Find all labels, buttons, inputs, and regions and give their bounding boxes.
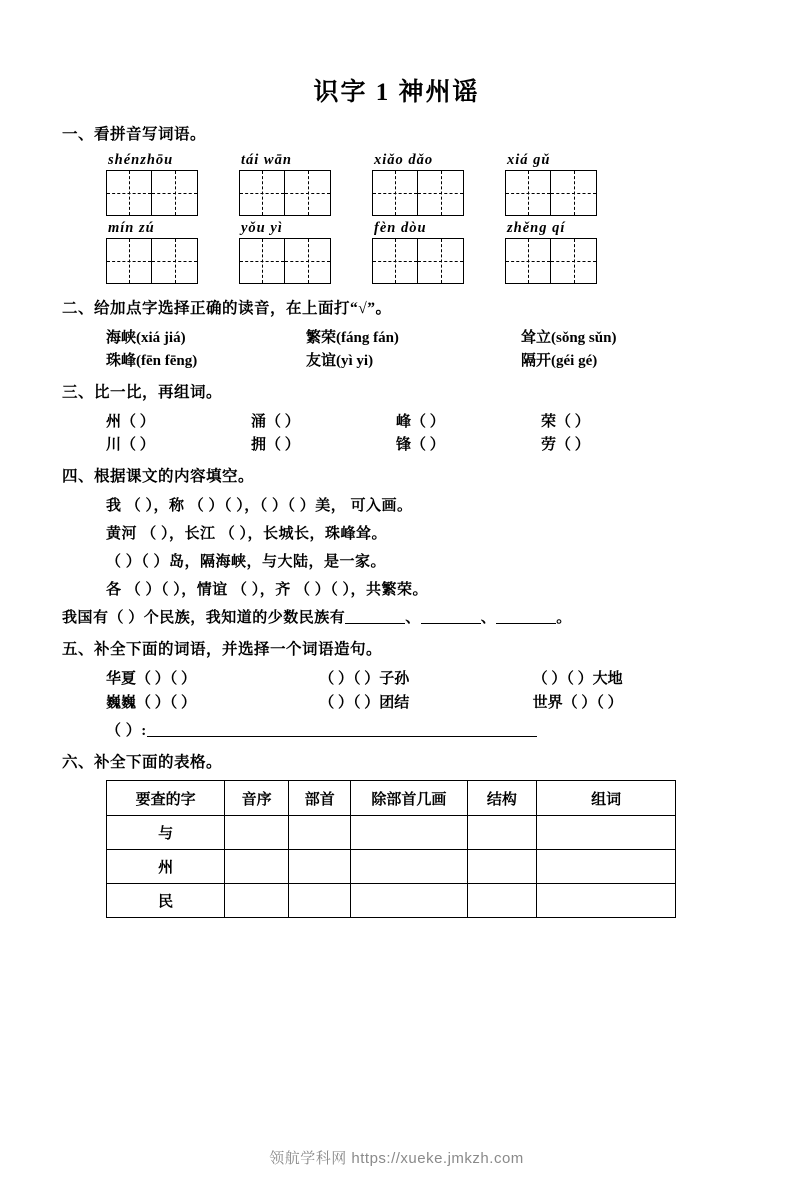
tianzige-grid[interactable] — [106, 238, 198, 284]
tianzige-cell[interactable] — [107, 171, 152, 215]
table-cell-input[interactable] — [225, 816, 289, 850]
idiom-fill-item[interactable]: 世界（ ）（ ） — [532, 695, 623, 711]
tianzige-cell[interactable] — [551, 239, 596, 283]
nationalities-prefix: 我国有（ ）个民族，我知道的少数民族有 — [62, 610, 346, 626]
section-5-row-1 — [106, 667, 731, 688]
section-3-row-1 — [106, 410, 731, 431]
tianzige-grid[interactable] — [239, 170, 331, 216]
table-header-cell: 组词 — [537, 781, 676, 816]
pinyin-block-row1 — [62, 152, 731, 218]
tianzige-cell[interactable] — [285, 239, 330, 283]
dictionary-lookup-table — [106, 780, 676, 918]
pinyin-cell — [106, 220, 239, 286]
table-cell-input[interactable] — [225, 850, 289, 884]
pinyin-cell — [239, 220, 372, 286]
table-header-cell: 要查的字 — [107, 781, 225, 816]
table-row — [107, 884, 676, 918]
tianzige-cell[interactable] — [152, 239, 197, 283]
pinyin-block-row2 — [62, 220, 731, 286]
pinyin-text: xiǎo dǎo — [374, 152, 434, 168]
word-build-item[interactable]: 涌（ ） — [251, 414, 300, 430]
section-4-heading: 四、根据课文的内容填空。 — [62, 468, 255, 485]
table-cell-input[interactable] — [351, 816, 467, 850]
tianzige-grid[interactable] — [505, 170, 597, 216]
word-build-item[interactable]: 川（ ） — [106, 437, 155, 453]
pinyin-text: yǒu yì — [241, 220, 283, 236]
idiom-fill-item[interactable]: （ ）（ ）大地 — [532, 671, 623, 687]
fill-blank-line[interactable]: 我 （ ），称 （ ）（ ），（ ）（ ）美， 可入画。 — [106, 498, 413, 514]
table-cell-input[interactable] — [351, 850, 467, 884]
tianzige-cell[interactable] — [107, 239, 152, 283]
table-header-cell: 部首 — [289, 781, 351, 816]
section-3-heading: 三、比一比，再组词。 — [62, 384, 223, 401]
tianzige-grid[interactable] — [239, 238, 331, 284]
pinyin-cell — [106, 152, 239, 218]
table-header-cell: 音序 — [225, 781, 289, 816]
tianzige-cell[interactable] — [152, 171, 197, 215]
idiom-fill-item[interactable]: 巍巍（ ）（ ） — [106, 695, 197, 711]
table-cell-character: 州 — [107, 850, 225, 884]
table-cell-input[interactable] — [225, 884, 289, 918]
pinyin-cell — [372, 220, 505, 286]
pinyin-text: zhěng qí — [507, 220, 566, 236]
table-cell-input[interactable] — [289, 816, 351, 850]
table-row — [107, 850, 676, 884]
footer-watermark: 领航学科网 https://xueke.jmkzh.com — [269, 1150, 524, 1167]
tianzige-cell[interactable] — [418, 239, 463, 283]
worksheet-page — [0, 72, 793, 1194]
table-cell-input[interactable] — [351, 884, 467, 918]
table-cell-input[interactable] — [289, 884, 351, 918]
pronunciation-choice-item[interactable]: 耸立(sǒng sǔn) — [521, 330, 617, 346]
tianzige-grid[interactable] — [505, 238, 597, 284]
table-cell-input[interactable] — [537, 816, 676, 850]
nationalities-end: 。 — [556, 610, 572, 626]
word-build-item[interactable]: 峰（ ） — [396, 414, 445, 430]
pinyin-text: tái wān — [241, 152, 292, 168]
table-cell-character: 民 — [107, 884, 225, 918]
pronunciation-choice-item[interactable]: 海峡(xiá jiá) — [106, 330, 186, 346]
idiom-fill-item[interactable]: （ ）（ ）团结 — [319, 695, 410, 711]
pinyin-cell — [505, 152, 638, 218]
section-5-heading: 五、补全下面的词语，并选择一个词语造句。 — [62, 641, 383, 658]
tianzige-grid[interactable] — [372, 238, 464, 284]
blank-underline[interactable] — [345, 609, 405, 624]
word-build-item[interactable]: 拥（ ） — [251, 437, 300, 453]
table-cell-input[interactable] — [467, 884, 537, 918]
sentence-blank-underline[interactable] — [147, 722, 537, 737]
tianzige-cell[interactable] — [240, 171, 285, 215]
pronunciation-choice-item[interactable]: 繁荣(fáng fán) — [306, 330, 399, 346]
idiom-fill-item[interactable]: （ ）（ ）子孙 — [319, 671, 410, 687]
blank-underline[interactable] — [421, 609, 481, 624]
fill-blank-line[interactable]: （ ）（ ）岛，隔海峡，与大陆，是一家。 — [106, 554, 387, 570]
separator: 、 — [480, 610, 497, 626]
tianzige-cell[interactable] — [551, 171, 596, 215]
table-header-cell: 结构 — [467, 781, 537, 816]
tianzige-grid[interactable] — [372, 170, 464, 216]
tianzige-cell[interactable] — [506, 239, 551, 283]
table-cell-input[interactable] — [467, 850, 537, 884]
fill-blank-line[interactable]: 黄河 （ ），长江 （ ），长城长，珠峰耸。 — [106, 526, 388, 542]
pinyin-text: shénzhōu — [108, 152, 174, 168]
word-build-item[interactable]: 劳（ ） — [541, 437, 590, 453]
word-build-item[interactable]: 锋（ ） — [396, 437, 445, 453]
table-cell-input[interactable] — [289, 850, 351, 884]
word-build-item[interactable]: 州（ ） — [106, 414, 155, 430]
idiom-fill-item[interactable]: 华夏（ ）（ ） — [106, 671, 197, 687]
section-2-row-1 — [106, 326, 731, 347]
tianzige-cell[interactable] — [373, 171, 418, 215]
table-cell-input[interactable] — [467, 816, 537, 850]
pinyin-cell — [505, 220, 638, 286]
section-3-row-2 — [106, 433, 731, 454]
table-header-row — [107, 781, 676, 816]
section-6-heading: 六、补全下面的表格。 — [62, 754, 223, 771]
tianzige-cell[interactable] — [418, 171, 463, 215]
pinyin-cell — [372, 152, 505, 218]
table-cell-input[interactable] — [537, 884, 676, 918]
pronunciation-choice-item[interactable]: 珠峰(fēn fēng) — [106, 353, 198, 369]
tianzige-cell[interactable] — [240, 239, 285, 283]
section-2-row-2 — [106, 349, 731, 370]
section-1-heading: 一、看拼音写词语。 — [62, 126, 207, 143]
fill-blank-line-nationalities[interactable] — [62, 606, 731, 627]
pronunciation-choice-item[interactable]: 隔开(géi gé) — [521, 353, 598, 369]
pronunciation-choice-item[interactable]: 友谊(yì yi) — [306, 353, 374, 369]
blank-underline[interactable] — [496, 609, 556, 624]
pinyin-text: xiá gǔ — [507, 152, 551, 168]
word-build-item[interactable]: 荣（ ） — [541, 414, 590, 430]
tianzige-cell[interactable] — [373, 239, 418, 283]
table-cell-character: 与 — [107, 816, 225, 850]
tianzige-cell[interactable] — [285, 171, 330, 215]
section-2-heading: 二、给加点字选择正确的读音，在上面打“√”。 — [62, 300, 392, 317]
sentence-prefix: （ ）: — [106, 723, 147, 739]
sentence-making-line[interactable] — [106, 719, 731, 740]
section-5-row-2 — [106, 691, 731, 712]
table-row — [107, 816, 676, 850]
table-cell-input[interactable] — [537, 850, 676, 884]
table-header-cell: 除部首几画 — [351, 781, 467, 816]
separator: 、 — [405, 610, 421, 626]
pinyin-text: fèn dòu — [374, 220, 427, 236]
tianzige-grid[interactable] — [106, 170, 198, 216]
pinyin-text: mín zú — [108, 220, 155, 236]
fill-blank-line[interactable]: 各 （ ）（ ），情谊 （ ），齐 （ ）（ ），共繁荣。 — [106, 582, 429, 598]
pinyin-cell — [239, 152, 372, 218]
tianzige-cell[interactable] — [506, 171, 551, 215]
page-title: 识字 1 神州谣 — [313, 79, 480, 106]
